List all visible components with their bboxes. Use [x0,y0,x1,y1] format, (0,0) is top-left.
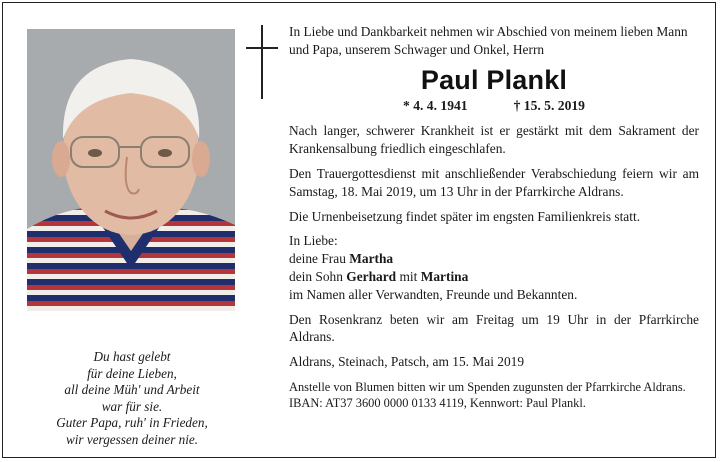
verse-line: all deine Müh' und Arbeit [64,382,200,398]
family-line-son: dein Sohn Gerhard mit Martina [289,268,469,284]
memorial-verse [17,349,247,449]
donation-note: Anstelle von Blumen bitten wir um Spenden zugunsten der Pfarrkirche Aldrans. IBAN: AT37 3600 0000 0133 4119, Kennwort: Paul Plankl. [289,379,686,411]
deceased-name: Paul Plankl [420,64,568,95]
family-line-relatives: im Namen aller Verwandten, Freunde und Bekannten. [289,286,578,302]
verse-line: Guter Papa, ruh' in Frieden, [56,415,208,431]
paragraph-funeral-service: Den Trauergottesdienst mit anschließender Verabschiedung feiern wir am Samstag, 18. Mai 2019, um 13 Uhr in der Pfarrkirche Aldrans. [289,165,699,199]
family-line-wife: deine Frau Martha [289,251,394,267]
verse-line: wir vergessen deiner nie. [65,431,199,447]
son-name: Gerhard [346,268,397,284]
obituary-card [2,2,716,458]
death-date: † 15. 5. 2019 [513,97,585,113]
place-and-date: Aldrans, Steinach, Patsch, am 15. Mai 2019 [289,354,525,370]
paragraph-passing: Nach langer, schwerer Krankheit ist er gestärkt mit dem Sakrament der Krankensalbung friedlich eingeschlafen. [289,123,699,157]
verse-line: war für sie. [101,398,163,414]
partner-name: Martina [420,268,469,284]
intro-text: In Liebe und Dankbarkeit nehmen wir Abschied von meinem lieben Mann und Papa, unserem Schwager und Onkel, Herrn [289,24,688,57]
verse-line: Du hast gelebt [93,349,171,364]
birth-date: * 4. 4. 1941 [403,97,468,113]
family-signature [289,232,699,303]
verse-line: für deine Lieben, [87,365,177,381]
portrait-photo [27,29,235,311]
obituary-text [289,23,699,412]
wife-name: Martha [349,251,394,267]
family-heading: In Liebe: [289,233,338,249]
paragraph-urn-burial: Die Urnenbeisetzung findet später im engsten Familienkreis statt. [289,208,641,224]
life-dates [289,97,699,115]
paragraph-rosary: Den Rosenkranz beten wir am Freitag um 19 Uhr in der Pfarrkirche Aldrans. [289,311,699,345]
cross-icon [246,25,278,99]
